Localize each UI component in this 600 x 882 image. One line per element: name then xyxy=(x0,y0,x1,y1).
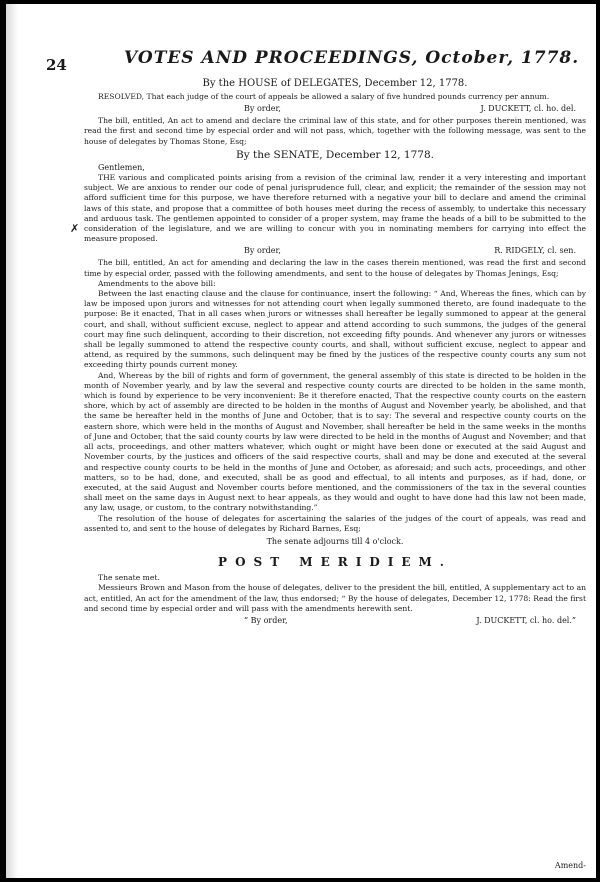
amendment-jurors: Between the last enacting clause and the clause for continuance, insert the following: “ And, Whereas the fines, which can by law be imposed upon jurors and witnesses for not attending court when legally summoned thereto, are found inadequate to the purpose: Be it enacted, That in all cases when jurors or witnesses shall hereafter be legally summoned to appear at the general court, and shall, without sufficient excuse, neglect to appear and attend according to such summons, the judges of the general court may fine such delinquent, according to their discretion, not exceeding fifty pounds. And whenever any jurors or witnesses shall be legally summoned to attend the respective county courts, and shall, without sufficient excuse, neglect to appear and attend, as required by the summons, such delinquent may be fined by the justices of the respective county courts any sum not exceeding thirty pounds current money. xyxy=(84,289,586,370)
adjournment-line: The senate adjourns till 4 o'clock. xyxy=(266,536,404,546)
bill-paragraph: The bill, entitled, An act to amend and declare the criminal law of this state, and for other purposes therein mentioned, was read the first and second time by especial order and will not pass, which, together with the following message, was sent to the house of delegates by Thomas Stone, Esq; xyxy=(84,116,586,146)
salutation: Gentlemen, xyxy=(98,162,145,172)
clerk-signature: R. RIDGELY, cl. sen. xyxy=(494,246,576,256)
catchword: Amend- xyxy=(554,861,586,870)
page-number: 24 xyxy=(46,56,67,74)
post-meridiem-heading: POST MERIDIEM. xyxy=(218,554,452,569)
page-body xyxy=(84,76,586,628)
by-order-label: “ By order, xyxy=(244,615,288,625)
resolved-paragraph: RESOLVED, That each judge of the court of appeals be allowed a salary of five hundred pounds currency per annum. xyxy=(98,92,550,101)
clerk-signature: J. DUCKETT, cl. ho. del. xyxy=(480,104,576,114)
by-order-label: By order, xyxy=(244,246,281,256)
senate-message: THE various and complicated points arising from a revision of the criminal law, render it a very interesting and important subject. We are anxious to render our code of penal jurisprudence full, clear, and explicit; the remainder of the session may not afford sufficient time for this purpose, we have therefore returned with a negative your bill to declare and amend the criminal laws of this state, and propose that a committee of both houses meet during the recess of assembly, to undertake this necessary and arduous task. The gentlemen appointed to consider of a proper system, may frame the heads of a bill to be submitted to the consideration of the legislature, and we are willing to concur with you in nominating members for carrying into effect the measure proposed. xyxy=(84,173,586,244)
house-signature-block xyxy=(84,103,586,114)
running-title: VOTES AND PROCEEDINGS, October, 1778. xyxy=(124,48,580,68)
margin-mark-icon: ✗ xyxy=(70,222,80,235)
amendment-county-courts: And, Whereas by the bill of rights and form of government, the general assembly of this state is directed to be holden in the month of November yearly, and by law the several and respective county courts are directed to be holden in the same month, which is found by experience to be very inconvenient: Be it therefore enacted, That the respective county courts on the eastern shore, which by act of assembly are directed to be holden in the months of August and November yearly, be abolished, and that the same be hereafter held in the months of June and October, that is to say: The several and respective county courts on the eastern shore, which were held in the months of August and November, shall hereafter be held in the same weeks in the months of June and October, that the said county courts by law were directed to be held in the months of August and November; and that all acts, proceedings, and other matters whatever, which ought or might have been done or executed at the said August and November courts, by the justices and officers of the said respective courts, shall and may be done and executed at the several and respective county courts to be held in the months of June and October, as aforesaid; and such acts, proceedings, and other matters, so to be had, done, and executed, shall be as good and effectual, to all intents and purposes, as if had, done, or executed, at the said August and November courts before mentioned, and the commissioners of the tax in the several counties shall meet on the same days in August next to hear appeals, as they would and ought to have done had this law not been made, any law, usage, or custom, to the contrary notwithstanding.” xyxy=(84,370,586,513)
senate-signature-block xyxy=(84,245,586,256)
clerk-signature: J. DUCKETT, cl. ho. del.” xyxy=(476,615,576,625)
resolution-paragraph: The resolution of the house of delegates for ascertaining the salaries of the judges of the court of appeals, was read and assented to, and sent to the house of delegates by Richard Barnes, Esq; xyxy=(84,513,586,533)
document-page xyxy=(6,4,596,878)
amendments-intro: Amendments to the above bill: xyxy=(98,278,216,288)
senate-met-line: The senate met. xyxy=(98,573,160,583)
page-spine-shadow xyxy=(6,4,18,878)
page-header xyxy=(46,44,586,74)
pm-signature-block xyxy=(84,615,586,626)
senate-bill-paragraph: The bill, entitled, An act for amending and declaring the law in the cases therein mentioned, was read the first and second time by especial order, passed with the following amendments, and sent to the house of delegates by Thomas Jenings, Esq; xyxy=(84,258,586,278)
post-meridiem-paragraph: Messieurs Brown and Mason from the house of delegates, deliver to the president the bill, entitled, A supplementary act to an act, entitled, An act for the amendment of the law, thus endorsed; “ By the house of delegates, December 12, 1778: Read the first and second time by especial order and will pass with the amendments herewith sent. xyxy=(84,583,586,613)
senate-heading: By the SENATE, December 12, 1778. xyxy=(236,148,434,161)
by-order-label: By order, xyxy=(244,104,281,114)
house-heading: By the HOUSE of DELEGATES, December 12, 1778. xyxy=(202,78,468,89)
